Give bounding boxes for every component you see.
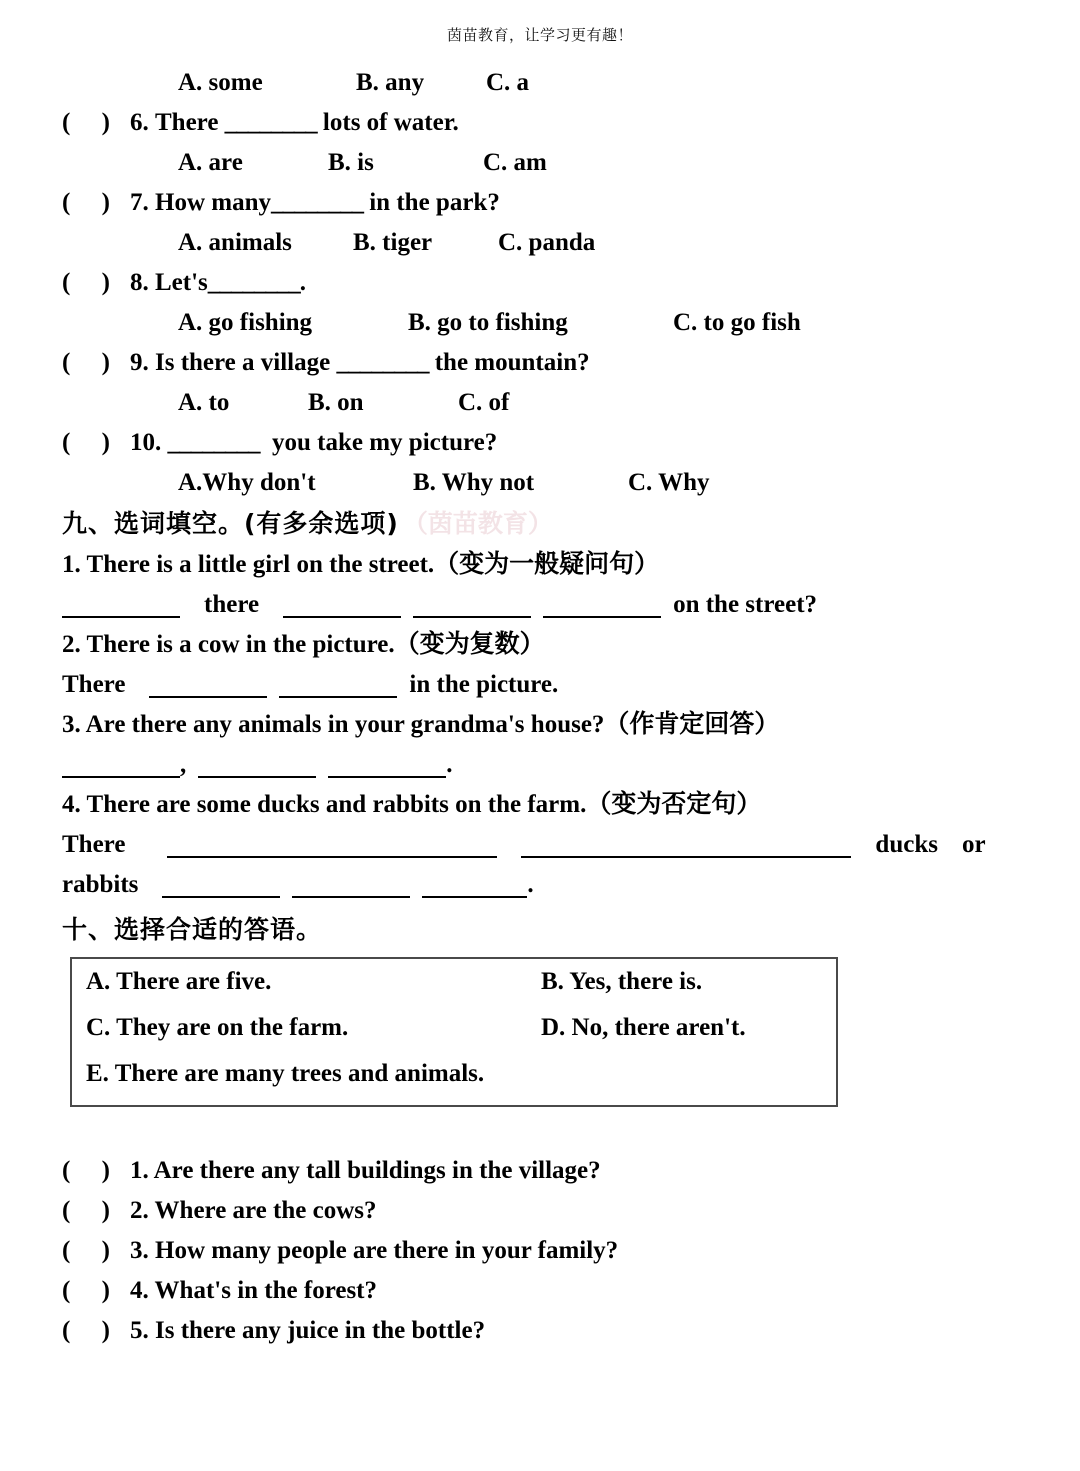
option-c[interactable]: C. a: [486, 69, 530, 96]
transform-answer-row-1[interactable]: [0, 585, 1080, 625]
answer-bracket[interactable]: ( ): [62, 1277, 110, 1304]
answer-or-text: or: [961, 831, 986, 858]
choice-option-d[interactable]: D. No, there aren't.: [541, 1014, 746, 1041]
match-question-row-4[interactable]: [0, 1271, 1080, 1311]
mc-options-row-9: [0, 383, 1080, 423]
answer-bracket[interactable]: ( ): [62, 429, 110, 456]
match-question-row-1[interactable]: [0, 1151, 1080, 1191]
question-blank: ________: [224, 109, 317, 136]
answer-lead-text: There: [62, 671, 126, 698]
mc-question-row-7[interactable]: [0, 183, 1080, 223]
option-a[interactable]: A.Why don't: [178, 469, 316, 496]
answer-bracket[interactable]: ( ): [62, 1157, 110, 1184]
question-stem-before: How many: [155, 189, 271, 216]
option-b[interactable]: B. Why not: [413, 469, 535, 496]
option-c[interactable]: C. panda: [498, 229, 596, 256]
mc-question-row-6[interactable]: [0, 103, 1080, 143]
question-stem-after: the mountain?: [434, 349, 590, 376]
answer-bracket[interactable]: ( ): [62, 269, 110, 296]
option-a[interactable]: A. animals: [178, 229, 292, 256]
answer-comma: ,: [180, 751, 187, 778]
choice-row-3: [72, 1051, 836, 1097]
question-number: 10.: [130, 429, 162, 456]
fill-blank[interactable]: [62, 750, 180, 778]
mc-question-row-10[interactable]: [0, 423, 1080, 463]
choice-option-e[interactable]: E. There are many trees and animals.: [86, 1060, 485, 1087]
fill-blank[interactable]: [283, 590, 401, 618]
match-question-row-5[interactable]: [0, 1311, 1080, 1351]
answer-mid-text: ducks: [875, 831, 938, 858]
question-blank: ________: [207, 269, 300, 296]
option-a[interactable]: A. to: [178, 389, 230, 416]
transform-prompt-3: 3. Are there any animals in your grandma's house?（作肯定回答）: [62, 711, 780, 738]
fill-blank[interactable]: [292, 870, 410, 898]
question-number: 7.: [130, 189, 149, 216]
question-stem-after: .: [299, 269, 307, 296]
option-c[interactable]: C. am: [483, 149, 547, 176]
transform-answer-row-2[interactable]: [0, 665, 1080, 705]
answer-tail-text: on the street?: [673, 591, 818, 618]
match-question-text: 5. Is there any juice in the bottle?: [130, 1317, 486, 1344]
match-question-row-3[interactable]: [0, 1231, 1080, 1271]
option-b[interactable]: B. any: [356, 69, 425, 96]
match-question-text: 4. What's in the forest?: [130, 1277, 377, 1304]
transform-answer-row-4b[interactable]: [0, 865, 1080, 905]
section-nine-watermark: （茵苗教育）: [402, 509, 553, 538]
worksheet-body: [0, 63, 1080, 1351]
match-question-text: 3. How many people are there in your family?: [130, 1237, 619, 1264]
match-question-text: 2. Where are the cows?: [130, 1197, 377, 1224]
transform-prompt-4: 4. There are some ducks and rabbits on the farm.（变为否定句）: [62, 791, 762, 818]
choice-option-c[interactable]: C. They are on the farm.: [86, 1014, 349, 1041]
question-stem-before: Is there a village: [155, 349, 331, 376]
transform-answer-row-3[interactable]: [0, 745, 1080, 785]
question-blank: ________: [167, 429, 260, 456]
answer-fixed-word: there: [204, 591, 260, 618]
section-nine-title: 九、选词填空。(有多余选项): [62, 509, 399, 538]
fill-blank[interactable]: [279, 670, 397, 698]
answer-bracket[interactable]: ( ): [62, 349, 110, 376]
transform-prompt-1: 1. There is a little girl on the street.（变为一般疑问句）: [62, 551, 660, 578]
option-a[interactable]: A. are: [178, 149, 243, 176]
option-a[interactable]: A. go fishing: [178, 309, 313, 336]
mc-question-row-9[interactable]: [0, 343, 1080, 383]
match-question-row-2[interactable]: [0, 1191, 1080, 1231]
mc-options-row-8: [0, 303, 1080, 343]
section-ten-title: 十、选择合适的答语。: [62, 915, 323, 944]
answer-bracket[interactable]: ( ): [62, 1197, 110, 1224]
option-b[interactable]: B. tiger: [353, 229, 433, 256]
answer-bracket[interactable]: ( ): [62, 1237, 110, 1264]
mc-options-row-10: [0, 463, 1080, 503]
fill-blank[interactable]: [198, 750, 316, 778]
fill-blank[interactable]: [149, 670, 267, 698]
answer-choice-box: [70, 957, 838, 1107]
answer-bracket[interactable]: ( ): [62, 189, 110, 216]
option-b[interactable]: B. go to fishing: [408, 309, 568, 336]
choice-row-2: [72, 1005, 836, 1051]
fill-blank[interactable]: [167, 830, 497, 858]
question-stem-after: lots of water.: [322, 109, 459, 136]
match-question-text: 1. Are there any tall buildings in the village?: [130, 1157, 601, 1184]
choice-row-1: [72, 959, 836, 1005]
fill-blank[interactable]: [422, 870, 527, 898]
question-blank: ________: [270, 189, 363, 216]
page-header-title: 茵苗教育，让学习更有趣！: [446, 26, 633, 44]
fill-blank[interactable]: [328, 750, 446, 778]
option-b[interactable]: B. on: [308, 389, 364, 416]
question-stem-after: in the park?: [369, 189, 500, 216]
mc-options-row-7: [0, 223, 1080, 263]
option-c[interactable]: C. to go fish: [673, 309, 801, 336]
fill-blank[interactable]: [413, 590, 531, 618]
answer-period: .: [446, 751, 453, 778]
fill-blank[interactable]: [62, 590, 180, 618]
fill-blank[interactable]: [521, 830, 851, 858]
question-number: 9.: [130, 349, 149, 376]
section-ten-heading: [0, 905, 1080, 955]
option-a[interactable]: A. some: [178, 69, 263, 96]
answer-lead-text: There: [62, 831, 126, 858]
mc-options-row-6: [0, 143, 1080, 183]
mc-options-row-5: [0, 63, 1080, 103]
answer-bracket[interactable]: ( ): [62, 109, 110, 136]
section-nine-heading: [0, 503, 1080, 545]
answer-lead2-text: rabbits: [62, 871, 139, 898]
transform-prompt-2: 2. There is a cow in the picture.（变为复数）: [62, 631, 545, 658]
answer-bracket[interactable]: ( ): [62, 1317, 110, 1344]
question-stem-before: There: [155, 109, 219, 136]
mc-question-row-8[interactable]: [0, 263, 1080, 303]
fill-blank[interactable]: [543, 590, 661, 618]
answer-period: .: [527, 871, 534, 898]
option-c[interactable]: C. of: [458, 389, 510, 416]
transform-answer-row-4a[interactable]: [0, 825, 1080, 865]
question-number: 8.: [130, 269, 149, 296]
answer-tail-text: in the picture.: [409, 671, 559, 698]
option-b[interactable]: B. is: [328, 149, 374, 176]
question-blank: ________: [336, 349, 429, 376]
choice-option-b[interactable]: B. Yes, there is.: [541, 968, 703, 995]
question-stem-before: Let's: [155, 269, 208, 296]
choice-option-a[interactable]: A. There are five.: [86, 968, 272, 995]
question-number: 6.: [130, 109, 149, 136]
fill-blank[interactable]: [162, 870, 280, 898]
option-c[interactable]: C. Why: [628, 469, 710, 496]
question-stem-after: you take my picture?: [272, 429, 498, 456]
